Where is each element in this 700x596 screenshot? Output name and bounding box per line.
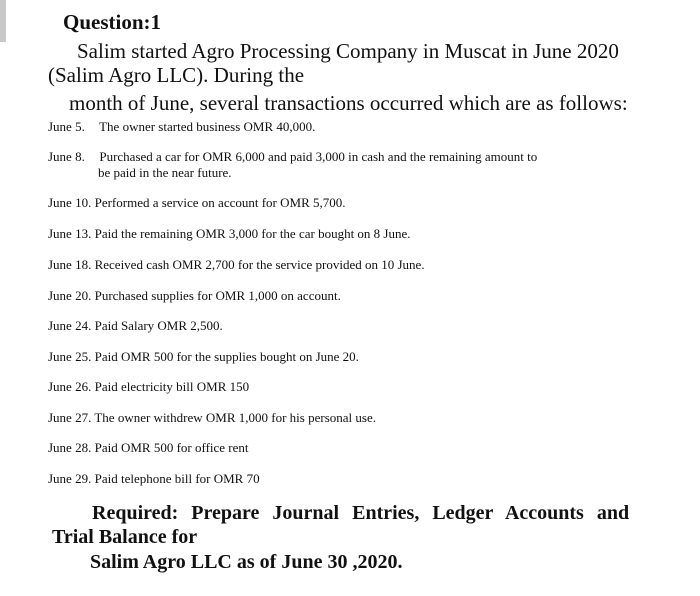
transaction-date: June 5. bbox=[48, 119, 85, 134]
transaction-text: Paid electricity bill OMR 150 bbox=[94, 379, 250, 394]
transaction-item bbox=[48, 119, 315, 135]
transaction-date: June 25. bbox=[48, 349, 92, 364]
transaction-item bbox=[48, 318, 223, 334]
transaction-text: Purchased a car for OMR 6,000 and paid 3,000 in cash and the remaining amount to bbox=[99, 149, 538, 164]
transaction-item bbox=[48, 410, 376, 426]
required-line-1-text: Required: Prepare Journal Entries, Ledger Accounts and bbox=[92, 502, 630, 524]
transaction-date: June 18. bbox=[48, 257, 92, 272]
transaction-date: June 28. bbox=[48, 440, 92, 455]
transaction-item bbox=[48, 471, 260, 487]
required-line-2: Trial Balance for bbox=[52, 526, 198, 548]
transaction-date: June 13. bbox=[48, 226, 92, 241]
transaction-date: June 20. bbox=[48, 288, 92, 303]
transaction-item bbox=[48, 149, 537, 165]
transaction-item bbox=[48, 257, 425, 273]
transaction-text: The owner withdrew OMR 1,000 for his personal use. bbox=[94, 410, 376, 425]
transaction-date: June 8. bbox=[48, 149, 85, 164]
intro-line-1: Salim started Agro Processing Company in Muscat in June 2020 bbox=[77, 39, 619, 63]
transaction-item bbox=[48, 440, 249, 456]
left-edge-bar bbox=[0, 0, 6, 42]
transaction-date: June 10. bbox=[48, 195, 92, 210]
transaction-date: June 24. bbox=[48, 318, 92, 333]
transaction-text: Purchased supplies for OMR 1,000 on account. bbox=[94, 288, 341, 303]
transaction-text: Paid telephone bill for OMR 70 bbox=[94, 471, 260, 486]
transaction-text-continued: be paid in the near future. bbox=[98, 165, 232, 180]
intro-line-2: (Salim Agro LLC). During the bbox=[48, 63, 305, 87]
transaction-text: Received cash OMR 2,700 for the service provided on 10 June. bbox=[94, 257, 425, 272]
question-title: Question:1 bbox=[63, 10, 162, 34]
transaction-text: The owner started business OMR 40,000. bbox=[99, 119, 316, 134]
transaction-text: Paid Salary OMR 2,500. bbox=[94, 318, 223, 333]
transaction-date: June 27. bbox=[48, 410, 92, 425]
intro-line-3: month of June, several transactions occurred which are as follows: bbox=[69, 91, 628, 115]
transaction-item bbox=[48, 195, 346, 211]
transaction-date: June 29. bbox=[48, 471, 92, 486]
transaction-text: Paid OMR 500 for the supplies bought on June 20. bbox=[94, 349, 359, 364]
transaction-item bbox=[48, 226, 411, 242]
transaction-item bbox=[48, 349, 359, 365]
transaction-date: June 26. bbox=[48, 379, 92, 394]
transaction-item bbox=[48, 288, 341, 304]
required-line-3: Salim Agro LLC as of June 30 ,2020. bbox=[90, 551, 403, 573]
required-line-1 bbox=[92, 502, 660, 525]
transaction-text: Paid OMR 500 for office rent bbox=[94, 440, 249, 455]
transaction-text: Performed a service on account for OMR 5,700. bbox=[94, 195, 346, 210]
transaction-item bbox=[48, 379, 249, 395]
transaction-text: Paid the remaining OMR 3,000 for the car bought on 8 June. bbox=[94, 226, 411, 241]
